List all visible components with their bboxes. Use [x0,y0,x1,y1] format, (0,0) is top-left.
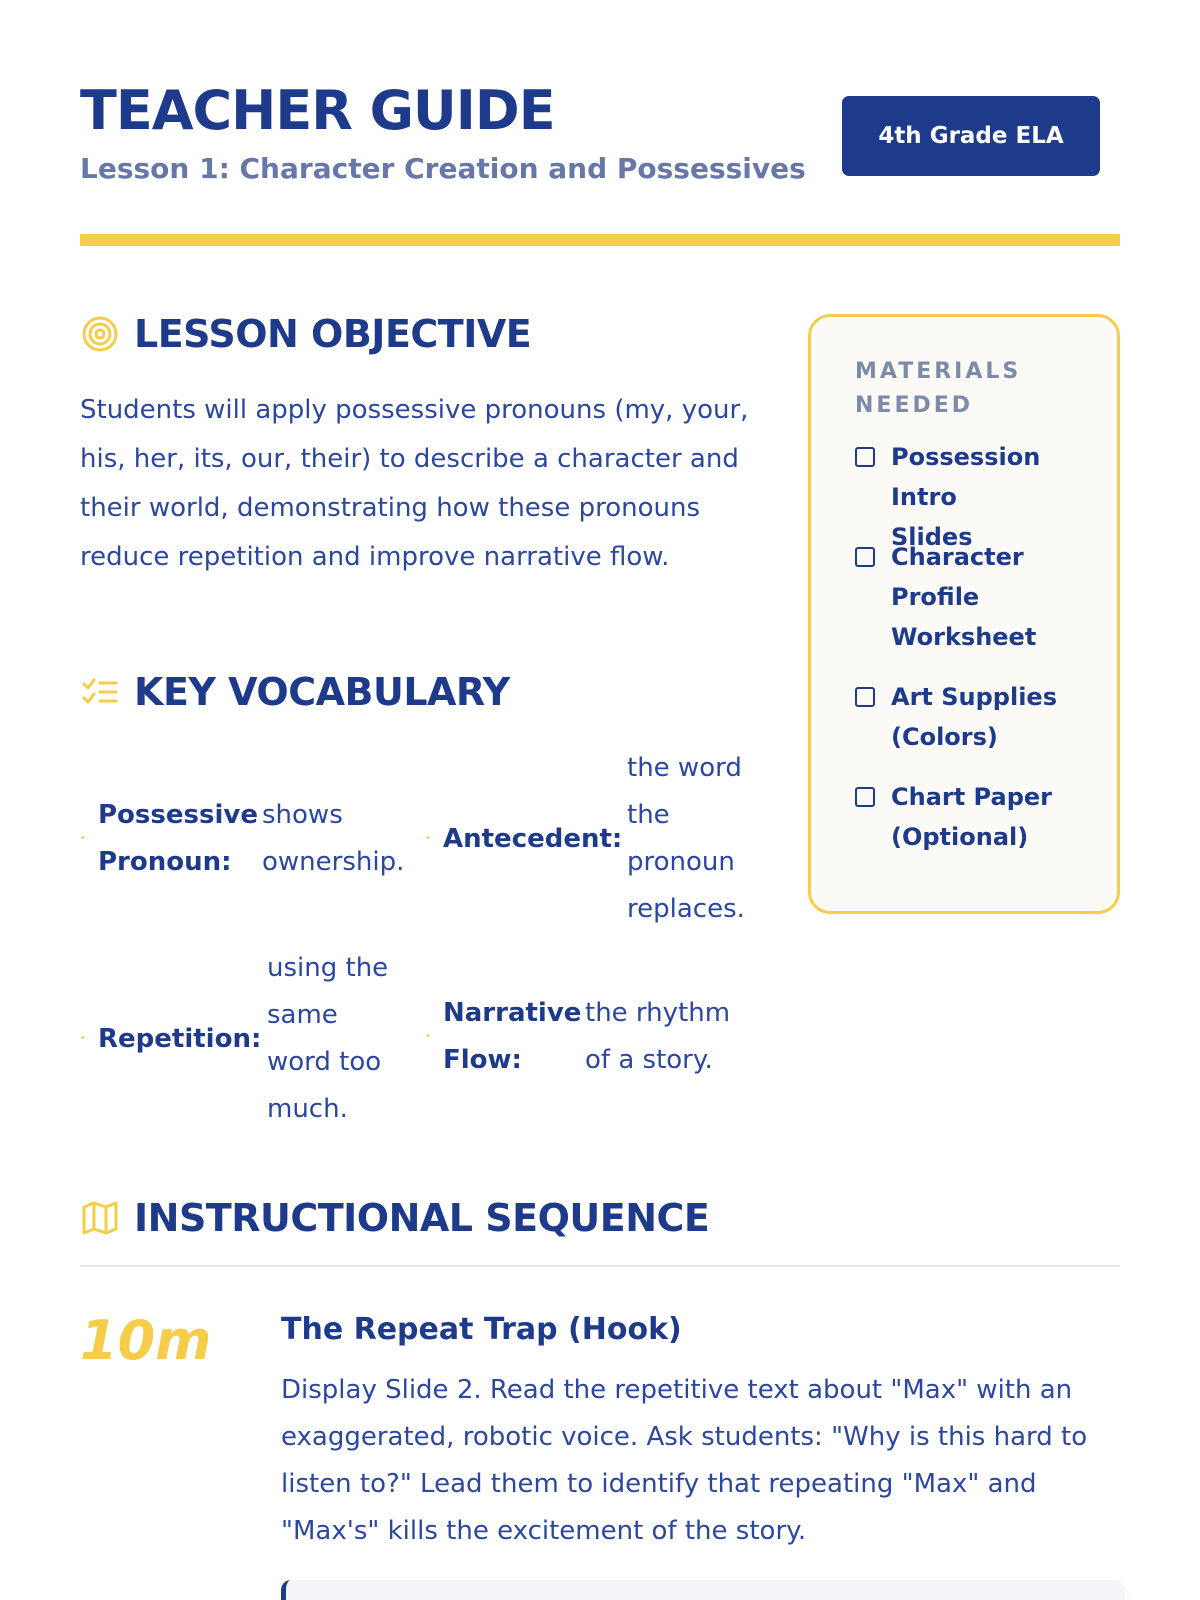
step-callout-box [281,1580,1125,1600]
objective-heading [80,312,531,356]
material-label: Possession Intro Slides [891,443,1041,551]
vocab-item [425,990,745,1084]
bullet-icon: • [80,833,86,844]
objective-heading-label: LESSON OBJECTIVE [134,312,532,356]
material-label: Chart Paper (Optional) [891,783,1052,851]
vocab-term: Repetition: [98,1023,262,1054]
material-item[interactable] [855,677,1065,757]
bullet-icon: • [80,1033,86,1044]
sequence-divider [80,1265,1120,1267]
checkbox-icon[interactable] [855,547,875,567]
checkbox-icon[interactable] [855,687,875,707]
checkbox-icon[interactable] [855,787,875,807]
vocabulary-heading [80,670,510,714]
vocab-term: Possessive Pronoun: [98,800,258,877]
target-icon [80,314,120,354]
checklist-icon [80,672,120,712]
vocab-definition: the word the pronoun replaces. [627,753,745,924]
vocab-definition: using the same word too much. [267,953,389,1124]
material-label: Art Supplies (Colors) [891,683,1057,751]
materials-card [808,314,1120,914]
header-divider [80,234,1120,246]
bullet-icon: • [425,1031,431,1042]
vocab-definition: the rhythm of a story. [585,998,731,1075]
checkbox-icon[interactable] [855,447,875,467]
sequence-heading-label: INSTRUCTIONAL SEQUENCE [134,1196,710,1240]
vocab-item [80,792,412,886]
material-label: Character Profile Worksheet [891,543,1037,651]
lesson-subtitle: Lesson 1: Character Creation and Possessives [80,152,806,185]
materials-title: MATERIALS NEEDED [855,359,1022,418]
map-icon [80,1198,120,1238]
vocabulary-heading-label: KEY VOCABULARY [134,670,510,714]
material-item[interactable] [855,537,1045,657]
vocab-definition: shows ownership. [262,800,405,877]
page-title: TEACHER GUIDE [80,79,555,142]
step-description: Display Slide 2. Read the repetitive text about "Max" with an exaggerated, robotic voice. Ask students: "Why is this hard to listen to?" Lead them to identify that repeating "Max" and "Max's" kills the excitement of the story. [281,1375,1088,1546]
material-item[interactable] [855,777,1065,857]
objective-text: Students will apply possessive pronouns (my, your, his, her, its, our, their) to describe a character and their world, demonstrating how these pronouns reduce repetition and improve narrative flow. [80,395,749,572]
bullet-icon: • [425,833,431,844]
grade-badge: 4th Grade ELA [842,96,1100,176]
step-duration: 10m [80,1309,212,1372]
vocab-item [425,745,757,933]
vocab-term: Antecedent: [443,823,623,854]
sequence-heading [80,1196,709,1240]
vocab-item [80,945,402,1133]
step-title: The Repeat Trap (Hook) [281,1312,682,1347]
vocab-term: Narrative Flow: [443,998,582,1075]
